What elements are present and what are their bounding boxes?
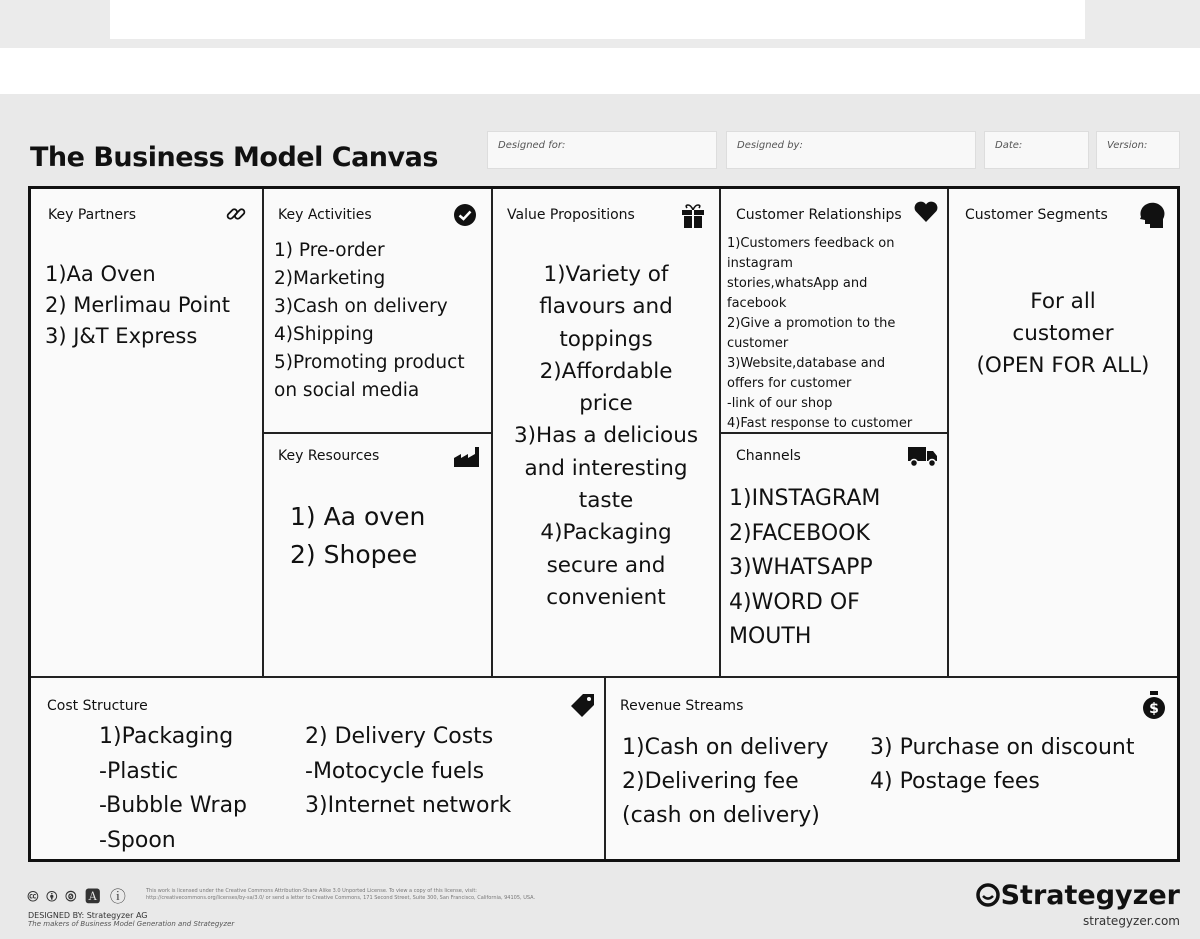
- designed-by-label: Designed by:: [737, 140, 803, 151]
- designed-by-field[interactable]: [726, 131, 976, 169]
- svg-text:$: $: [1149, 701, 1159, 717]
- value-propositions-block: [491, 189, 719, 676]
- key-partners-block: [31, 189, 262, 676]
- customer-relationships-block: [719, 189, 947, 432]
- white-band: [0, 48, 1200, 94]
- date-label: Date:: [995, 140, 1023, 151]
- brand-url[interactable]: strategyzer.com: [1082, 914, 1180, 928]
- customer-segments-block: [947, 189, 1177, 676]
- license-fine-print: This work is licensed under the Creative Commons Attribution-Share Alike 3.0 Unported License. To view a copy of this license, visit: http://creativecommons.org/licenses/by-sa/3.0/ or send a letter to Creative Commons, 171 Second Street, Suite 300, San Francisco, California, 94105, USA.: [146, 888, 536, 901]
- factory-icon: [453, 444, 477, 468]
- creative-commons-icon: 🅭 🅯 🄍 🅰 ⓘ: [28, 887, 128, 906]
- designed-for-label: Designed for:: [498, 140, 566, 151]
- customer-segments-content: For all customer (OPEN FOR ALL): [976, 289, 1150, 378]
- strategyzer-logo: [975, 880, 1180, 911]
- key-partners-title: Key Partners: [48, 207, 137, 223]
- business-model-canvas: [28, 186, 1180, 862]
- footer-license: [28, 884, 536, 928]
- money-bag-icon: [1141, 690, 1167, 720]
- cost-structure-block: [31, 676, 604, 859]
- cost-structure-col1: 1)Packaging -Plastic -Bubble Wrap -Spoon: [99, 724, 248, 853]
- page-title: The Business Model Canvas: [30, 142, 438, 173]
- revenue-streams-block: [604, 676, 1177, 859]
- channels-title: Channels: [736, 448, 801, 464]
- designed-by-credit: DESIGNED BY: Strategyzer AG: [28, 911, 148, 920]
- customer-relationships-content: 1)Customers feedback on instagram stories,whatsApp and facebook 2)Give a promotion to the customer 3)Website,database and offers for customer -link of our shop 4)Fast response to customer: [727, 236, 913, 431]
- key-resources-title: Key Resources: [278, 448, 380, 464]
- value-propositions-content: 1)Variety of flavours and toppings 2)Affordable price 3)Has a delicious and interesting taste 4)Packaging secure and convenient: [513, 262, 699, 610]
- date-field[interactable]: [984, 131, 1089, 169]
- head-icon: [1137, 201, 1167, 225]
- designed-for-field[interactable]: [487, 131, 717, 169]
- key-activities-block: [262, 189, 491, 432]
- revenue-streams-col1: 1)Cash on delivery 2)Delivering fee (cash on delivery): [622, 735, 829, 828]
- gift-icon: [681, 203, 705, 227]
- heart-icon: [913, 201, 937, 225]
- cost-structure-col2: 2) Delivery Costs -Motocycle fuels 3)Internet network: [305, 724, 512, 818]
- channels-content: 1)INSTAGRAM 2)FACEBOOK 3)WHATSAPP 4)WORD OF MOUTH: [729, 486, 881, 649]
- key-resources-block: [262, 432, 491, 676]
- version-label: Version:: [1107, 140, 1148, 151]
- truck-icon: [907, 444, 939, 468]
- key-resources-content: 1) Aa oven 2) Shopee: [290, 502, 426, 569]
- key-partners-content: 1)Aa Oven 2) Merlimau Point 3) J&T Express: [45, 262, 231, 348]
- revenue-streams-col2: 3) Purchase on discount 4) Postage fees: [870, 735, 1135, 794]
- revenue-streams-title: Revenue Streams: [620, 698, 744, 714]
- tag-icon: [570, 692, 594, 716]
- value-propositions-title: Value Propositions: [507, 207, 635, 223]
- version-field[interactable]: [1096, 131, 1180, 169]
- channels-block: [719, 432, 947, 676]
- customer-segments-title: Customer Segments: [965, 207, 1108, 223]
- key-activities-title: Key Activities: [278, 207, 372, 223]
- brand-name: Strategyzer: [1000, 880, 1180, 911]
- customer-relationships-title: Customer Relationships: [736, 207, 902, 223]
- link-icon: [224, 203, 248, 227]
- cost-structure-title: Cost Structure: [47, 698, 148, 714]
- key-activities-content: 1) Pre-order 2)Marketing 3)Cash on delivery 4)Shipping 5)Promoting product on social media: [274, 240, 465, 401]
- top-white-bar: [110, 0, 1085, 39]
- makers-credit: The makers of Business Model Generation and Strategyzer: [28, 920, 235, 928]
- check-circle-icon: [453, 203, 477, 227]
